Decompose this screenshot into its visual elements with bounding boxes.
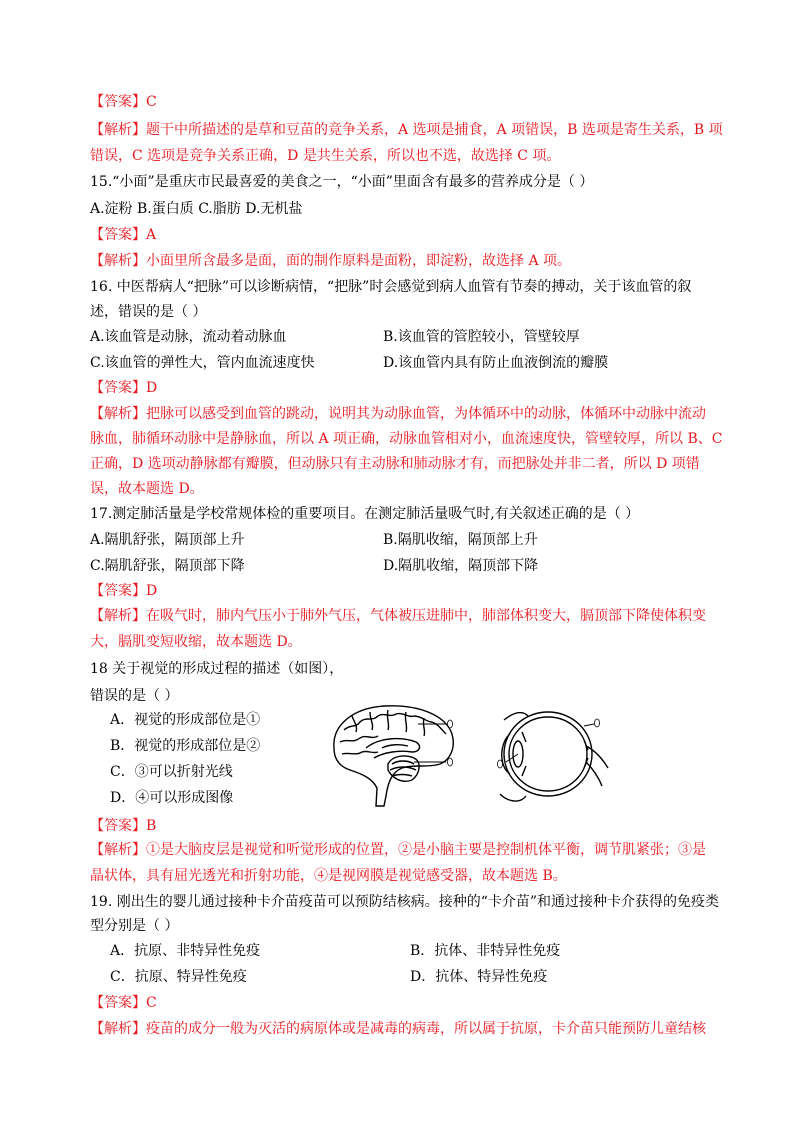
answer-tag: 【答案】 [90, 995, 146, 1011]
q18-stem-2: 错误的是（ ） [90, 688, 179, 704]
q19-stem-1: 19. 刚出生的婴儿通过接种卡介苗疫苗可以预防结核病。接种的“卡介苗”和通过接种卡介获得的免疫类 [90, 894, 720, 910]
q19-answer: C [146, 995, 157, 1011]
q16-analysis-line-3: 正确，D 选项动静脉都有瓣膜，但动脉只有主动脉和肺动脉才有，而把脉处并非二者，所以 D 项错 [90, 456, 700, 472]
q18-option-b: B．视觉的形成部位是② [110, 738, 261, 754]
answer-tag: 【答案】 [90, 380, 146, 396]
analysis-tag: 【解析】 [90, 253, 146, 269]
q17-analysis-line-1 [90, 606, 706, 626]
q17-option-c: C.隔肌舒张，隔顶部下降 [90, 558, 245, 574]
q15-analysis: 小面里所含最多是面，面的制作原料是面粉，即淀粉，故选择 A 项。 [146, 253, 572, 269]
q14-analysis-line-2: 错误，C 选项是竞争关系正确，D 是共生关系，所以也不选，故选择 C 项。 [90, 148, 561, 164]
answer-tag: 【答案】 [90, 94, 146, 110]
q14-answer-line [90, 92, 157, 112]
q18-answer: B [146, 818, 157, 834]
q14-answer: C [146, 94, 157, 110]
q16-option-b: B.该血管的管腔较小，管壁较厚 [383, 329, 580, 345]
brain-eye-figure [322, 698, 612, 818]
q19-analysis-1: 疫苗的成分一般为灭活的病原体或是减毒的病毒，所以属于抗原，卡介苗只能预防儿童结核 [146, 1021, 706, 1037]
q15-answer-line [90, 225, 156, 245]
q19-option-c: C．抗原、特异性免疫 [110, 969, 247, 985]
q18-option-a: A．视觉的形成部位是① [110, 712, 261, 728]
q19-answer-line [90, 993, 157, 1013]
analysis-tag: 【解析】 [90, 406, 146, 422]
q15-analysis-line [90, 251, 571, 271]
analysis-tag: 【解析】 [90, 122, 146, 138]
q15-stem: 15.“小面”是重庆市民最喜爱的美食之一，“小面”里面含有最多的营养成分是（ ） [90, 174, 594, 190]
brain-diagram [334, 706, 453, 806]
q17-answer-line [90, 581, 157, 601]
q17-answer: D [146, 583, 158, 599]
q17-option-a: A.隔肌舒张，隔顶部上升 [90, 532, 245, 548]
q19-option-a: A．抗原、非特异性免疫 [110, 943, 261, 959]
q17-option-b: B.隔肌收缩，隔顶部上升 [383, 532, 538, 548]
q19-stem-2: 型分别是（ ） [90, 918, 179, 934]
q16-option-a: A.该血管是动脉，流动着动脉血 [90, 329, 287, 345]
q16-analysis-line-4: 误，故本题选 D。 [90, 481, 204, 497]
q15-options: A.淀粉 B.蛋白质 C.脂肪 D.无机盐 [90, 201, 303, 217]
q19-option-d: D．抗体、特异性免疫 [410, 969, 548, 985]
answer-tag: 【答案】 [90, 583, 146, 599]
eye-diagram [500, 712, 608, 801]
q16-option-d: D.该血管内具有防止血液倒流的瓣膜 [383, 355, 609, 371]
q18-option-c: C．③可以折射光线 [110, 764, 233, 780]
q17-analysis-1: 在吸气时，肺内气压小于肺外气压，气体被压进肺中，肺部体积变大，膈顶部下降使体积变 [146, 608, 706, 624]
q16-analysis-line-2: 脉血，肺循环动脉中是静脉血，所以 A 项正确，动脉血管相对小，血流速度快，管壁较厚，所以 B、C [90, 431, 723, 447]
q18-analysis-line-1 [90, 840, 706, 860]
answer-tag: 【答案】 [90, 227, 146, 243]
q19-option-b: B．抗体、非特异性免疫 [410, 943, 561, 959]
q14-analysis-line-1 [90, 120, 723, 140]
q18-analysis-line-2: 晶状体，具有屈光透光和折射功能，④是视网膜是视觉感受器，故本题选 B。 [90, 868, 567, 884]
answer-tag: 【答案】 [90, 818, 146, 834]
analysis-tag: 【解析】 [90, 608, 146, 624]
analysis-tag: 【解析】 [90, 1021, 146, 1037]
q14-analysis-1: 题干中所描述的是草和豆苗的竞争关系，A 选项是捕食，A 项错误，B 选项是寄生关系，B 项 [146, 122, 723, 138]
q15-answer: A [146, 227, 157, 243]
figure-label-markers [448, 719, 600, 768]
q18-option-d: D．④可以形成图像 [110, 790, 234, 806]
q17-stem: 17.测定肺活量是学校常规体检的重要项目。在测定肺活量吸气时,有关叙述正确的是（ ） [90, 506, 640, 522]
q16-answer: D [146, 380, 158, 396]
q16-stem-1: 16. 中医帮病人“把脉”可以诊断病情，“把脉”时会感觉到病人血管有节奏的搏动，关于该血管的叙 [90, 279, 692, 295]
q17-option-d: D.隔肌收缩，隔顶部下降 [383, 558, 539, 574]
q18-analysis-1: ①是大脑皮层是视觉和听觉形成的位置，②是小脑主要是控制机体平衡，调节肌紧张；③是 [146, 842, 706, 858]
q18-stem-1: 18 关于视觉的形成过程的描述（如图）， [90, 661, 344, 677]
q16-stem-2: 述，错误的是（ ） [90, 304, 207, 320]
q18-answer-line [90, 816, 156, 836]
q17-analysis-line-2: 大，膈肌变短收缩，故本题选 D。 [90, 634, 302, 650]
q16-option-c: C.该血管的弹性大，管内血流速度快 [90, 355, 315, 371]
q16-answer-line [90, 378, 157, 398]
analysis-tag: 【解析】 [90, 842, 146, 858]
q19-analysis-line-1 [90, 1019, 706, 1039]
q16-analysis-1: 把脉可以感受到血管的跳动，说明其为动脉血管，为体循环中的动脉，体循环中动脉中流动 [146, 406, 706, 422]
q16-analysis-line-1 [90, 404, 706, 424]
